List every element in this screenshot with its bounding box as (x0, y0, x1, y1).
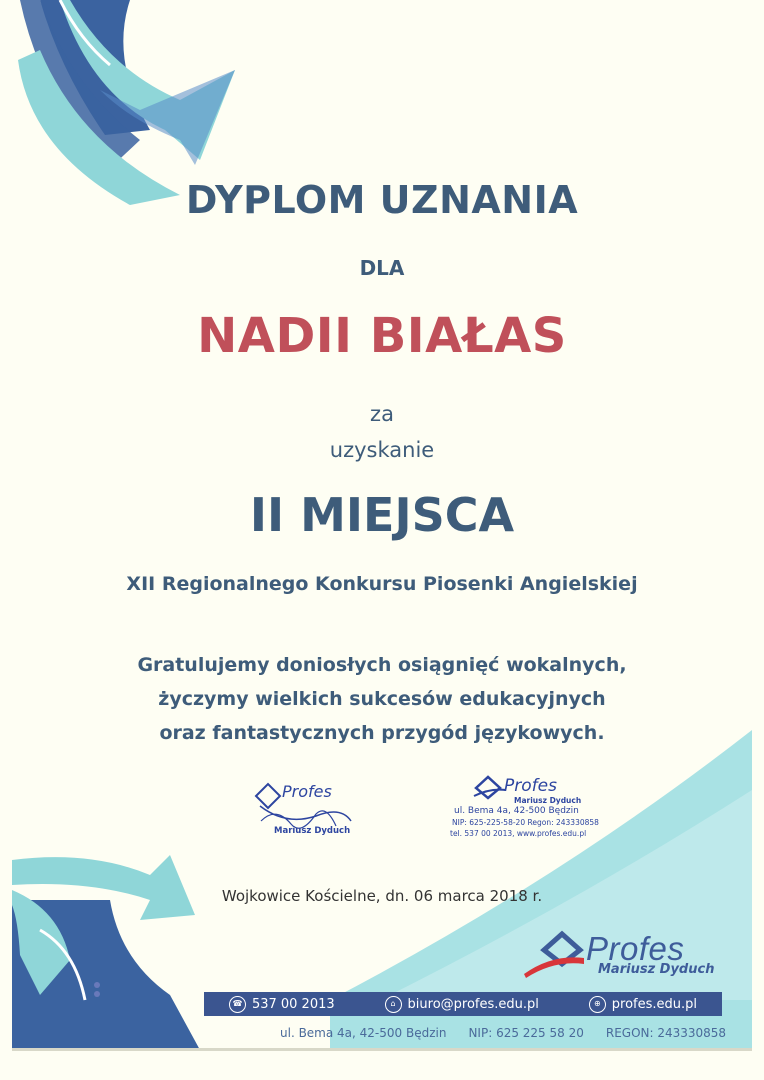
website-text: profes.edu.pl (611, 996, 698, 1012)
stamp-owner: Mariusz Dyduch (514, 796, 582, 805)
wish-line: oraz fantastycznych przygód językowych. (159, 722, 605, 744)
contact-phone (229, 996, 335, 1013)
footer-nip: NIP: 625 225 58 20 (468, 1026, 584, 1040)
wish-line: życzymy wielkich sukcesów edukacyjnych (158, 688, 606, 710)
obtaining-label: uzyskanie (329, 438, 435, 462)
stamp-owner: Mariusz Dyduch (274, 826, 351, 836)
stamp-brand: Profes (282, 782, 332, 801)
contact-email (385, 996, 539, 1013)
footer-regon: REGON: 243330858 (605, 1026, 727, 1040)
za-label: za (370, 402, 394, 426)
stamp-nip: NIP: 625-225-58-20 Regon: 243330858 (452, 818, 599, 827)
wishes-block (0, 648, 764, 750)
contact-website (589, 996, 697, 1013)
diploma-title: DYPLOM UZNANIA (185, 178, 579, 222)
email-text: biuro@profes.edu.pl (407, 996, 539, 1012)
for-label: DLA (359, 256, 405, 280)
stamp-address: ul. Bema 4a, 42-500 Będzin (454, 806, 579, 816)
phone-icon: ☎ (229, 996, 246, 1013)
address-stamp (446, 774, 606, 844)
recipient-name: NADII BIAŁAS (197, 308, 567, 364)
home-icon: ⌂ (385, 996, 402, 1013)
logo-name: Profes (586, 930, 685, 967)
contact-bar (204, 992, 722, 1016)
wish-line: Gratulujemy doniosłych osiągnięć wokalnych, (137, 654, 627, 676)
globe-icon: ⊕ (589, 996, 606, 1013)
footer-address: ul. Bema 4a, 42-500 Będzin (280, 1026, 447, 1040)
contest-name: XII Regionalnego Konkursu Piosenki Angielskiej (126, 573, 638, 595)
stamp-brand: Profes (504, 776, 557, 796)
logo-subtitle: Mariusz Dyduch (598, 962, 715, 977)
place-date: Wojkowice Kościelne, dn. 06 marca 2018 r. (221, 887, 543, 905)
phone-text: 537 00 2013 (251, 996, 335, 1012)
address-line (280, 1026, 740, 1040)
placement: II MIEJSCA (249, 488, 515, 542)
stamp-contact: tel. 537 00 2013, www.profes.edu.pl (450, 829, 587, 838)
signature-stamp (246, 776, 366, 846)
